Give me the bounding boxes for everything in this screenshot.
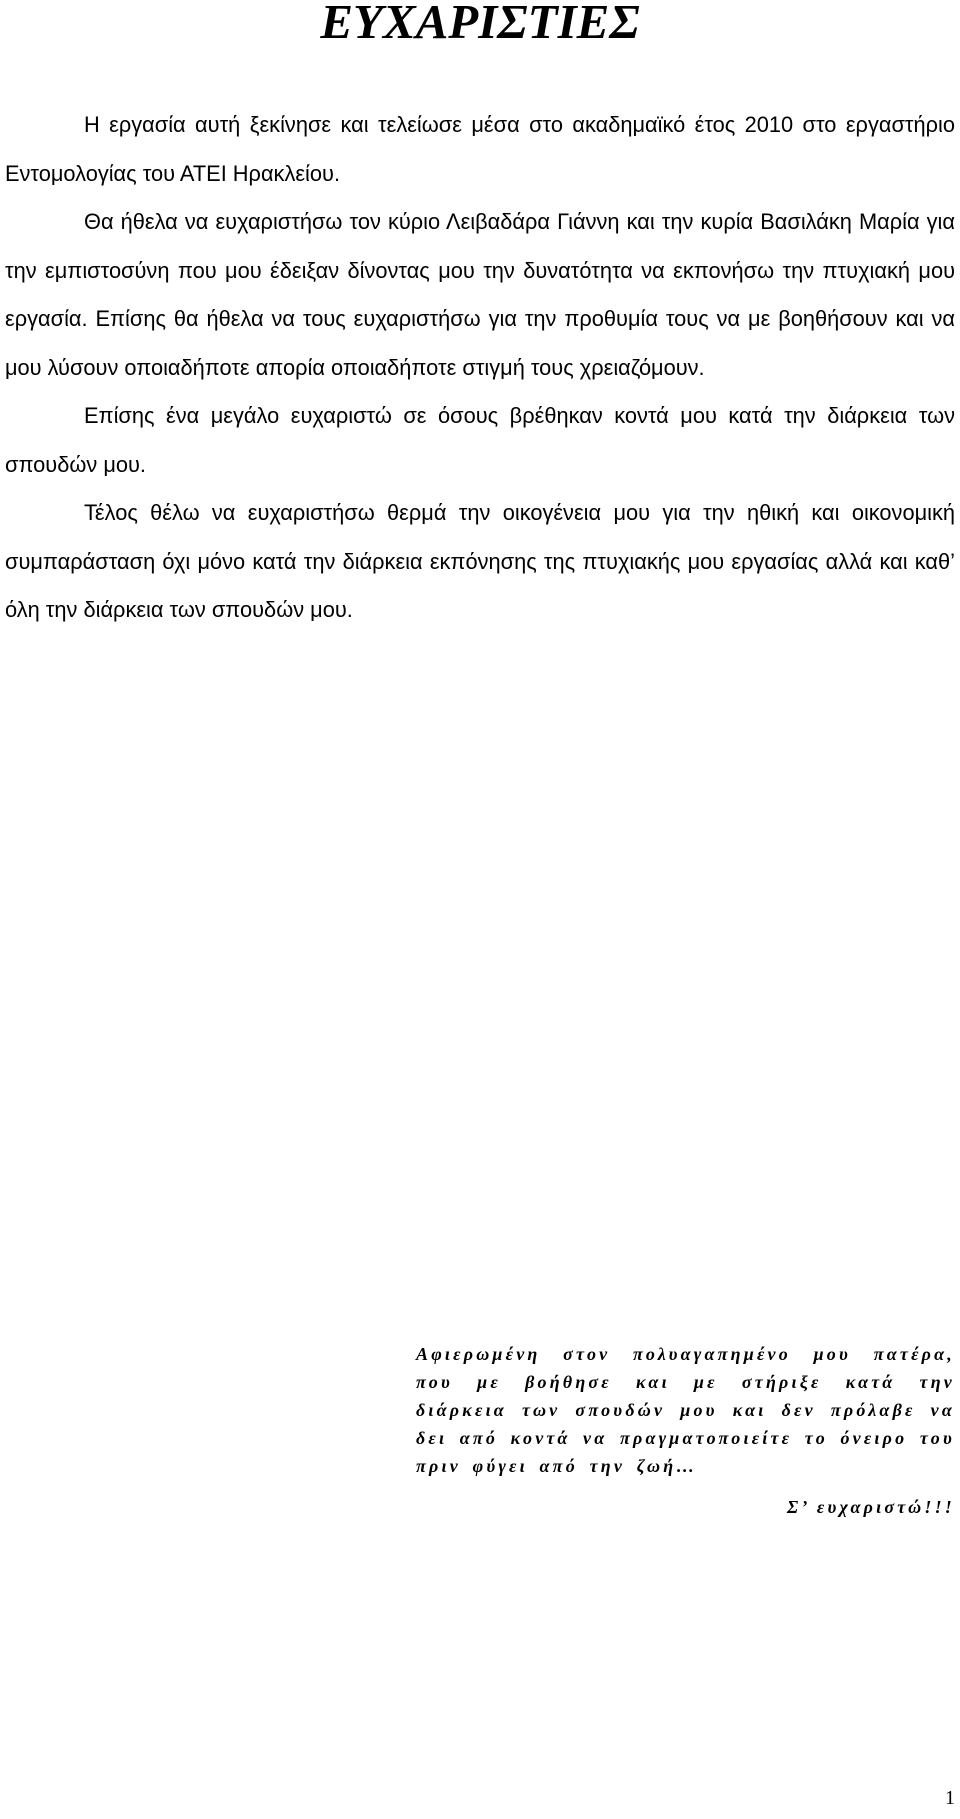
paragraph-2: Θα ήθελα να ευχαριστήσω τον κύριο Λειβαδάρα Γιάννη και την κυρία Βασιλάκη Μαρία για την εμπιστοσύνη που μου έδειξαν δίνοντας μου την δυνατότητα να εκπονήσω την πτυχιακή μου εργασία. Επίσης θα ήθελα να τους ευχαριστήσω για την προθυμία τους να με βοηθήσουν και να μου λύσουν οποιαδήποτε απορία οποιαδήποτε στιγμή τους χρειαζόμουν.: [5, 209, 955, 380]
paragraph-3: Επίσης ένα μεγάλο ευχαριστώ σε όσους βρέθηκαν κοντά μου κατά την διάρκεια των σπουδών μου.: [5, 403, 955, 477]
page-title: ΕΥΧΑΡΙΣΤΙΕΣ: [320, 0, 640, 49]
dedication-text: Αφιερωμένη στον πολυαγαπημένο μου πατέρα, που με βοήθησε και με στήριξε κατά την διάρκεια των σπουδών μου και δεν πρόλαβε να δει από κοντά να πραγματοποιείτε το όνειρο του πριν φύγει από την ζωή…: [416, 1344, 955, 1476]
acknowledgements-body: [5, 101, 955, 635]
thanks-text: Σ’ ευχαριστώ!!!: [786, 1497, 955, 1517]
page-number: 1: [945, 1787, 955, 1809]
paragraph-1: Η εργασία αυτή ξεκίνησε και τελείωσε μέσα στο ακαδημαϊκό έτος 2010 στο εργαστήριο Εντομολογίας του ΑΤΕΙ Ηρακλείου.: [5, 112, 955, 186]
paragraph-4: Τέλος θέλω να ευχαριστήσω θερμά την οικογένεια μου για την ηθική και οικονομική συμπαράσταση όχι μόνο κατά την διάρκεια εκπόνησης της πτυχιακής μου εργασίας αλλά και καθ’ όλη την διάρκεια των σπουδών μου.: [5, 500, 955, 622]
